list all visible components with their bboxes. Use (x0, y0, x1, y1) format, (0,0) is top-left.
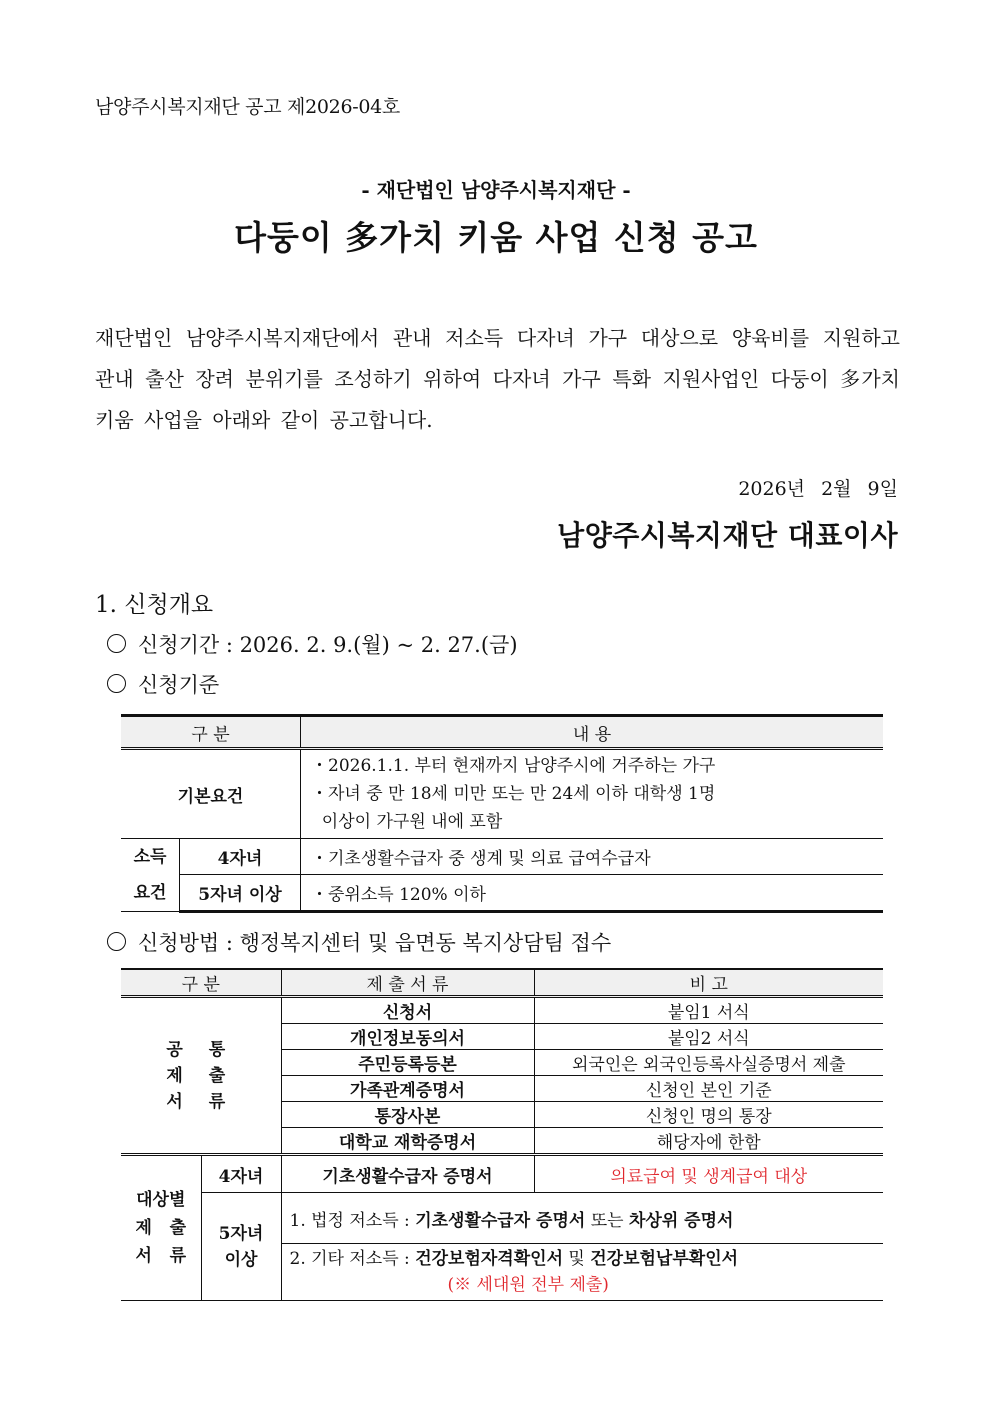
criteria-table (121, 714, 883, 913)
circle-bullet-icon (107, 634, 126, 653)
column-header: 구 분 (121, 969, 281, 997)
label-line: 이상 (224, 1249, 258, 1270)
document-note-highlight: 의료급여 및 생계급여 대상 (534, 1155, 883, 1193)
page-title: 다둥이 多가치 키움 사업 신청 공고 (234, 218, 758, 257)
item-connector: 및 (563, 1249, 591, 1269)
basic-requirement-label: 기본요건 (121, 749, 301, 839)
signer: 남양주시복지재단 대표이사 (557, 519, 898, 552)
column-header: 비 고 (534, 969, 883, 997)
five-children-label (201, 1193, 281, 1301)
document-name: 개인정보동의서 (281, 1024, 534, 1050)
document-name: 통장사본 (281, 1102, 534, 1128)
document-name: 기초생활수급자 증명서 (281, 1155, 534, 1193)
bullet-application-method (107, 927, 611, 957)
item-prefix: 2. 기타 저소득 : (289, 1249, 416, 1269)
requirement-line: ・자녀 중 만 18세 미만 또는 만 24세 이하 대학생 1명 (311, 784, 716, 804)
item-connector: 또는 (585, 1210, 629, 1231)
table-row (121, 1193, 883, 1244)
common-documents-label (121, 997, 281, 1155)
table-row (121, 874, 883, 911)
table-row (121, 997, 883, 1024)
bullet-application-period (107, 629, 518, 659)
document-name: 가족관계증명서 (281, 1076, 534, 1102)
section-heading-overview: 1. 신청개요 (95, 592, 214, 618)
document-note: 붙임2 서식 (534, 1024, 883, 1050)
label-line: 제 출 (166, 1065, 236, 1086)
table-row (121, 749, 883, 839)
low-income-statutory-docs (281, 1193, 883, 1244)
item-prefix: 1. 법정 저소득 : (289, 1210, 416, 1231)
table-row (121, 1155, 883, 1193)
basic-requirement-content (301, 749, 884, 839)
income-sub-label: 4자녀 (180, 839, 301, 875)
label-line: 제 출 (135, 1218, 187, 1238)
income-content: ・중위소득 120% 이하 (301, 874, 884, 911)
item-document: 기초생활수급자 증명서 (415, 1210, 586, 1231)
application-criteria-text: 신청기준 (138, 673, 220, 697)
label-line: 5자녀 (218, 1223, 264, 1244)
income-content: ・기초생활수급자 중 생계 및 의료 급여수급자 (301, 839, 884, 875)
requirement-line: ・2026.1.1. 부터 현재까지 남양주시에 거주하는 가구 (311, 756, 716, 776)
announcement-date: 2026년 2월 9일 (738, 478, 898, 500)
document-name: 신청서 (281, 997, 534, 1024)
low-income-other-docs (281, 1244, 883, 1301)
table-header-row (121, 716, 883, 749)
document-note: 외국인은 외국인등록사실증명서 제출 (534, 1050, 883, 1076)
document-name: 대학교 재학증명서 (281, 1128, 534, 1155)
target-documents-label (121, 1155, 201, 1301)
income-sub-label: 5자녀 이상 (180, 874, 301, 911)
application-period-text: 신청기간 : 2026. 2. 9.(월) ~ 2. 27.(금) (138, 633, 518, 657)
label-line: 소득 (133, 847, 167, 867)
item-document: 건강보험자격확인서 (415, 1249, 563, 1269)
label-line: 요건 (133, 883, 167, 903)
requirement-line: 이상이 가구원 내에 포함 (311, 812, 503, 832)
document-note: 붙임1 서식 (534, 997, 883, 1024)
income-requirement-label (121, 839, 180, 912)
item-document: 차상위 증명서 (628, 1210, 734, 1231)
label-line: 서 류 (135, 1246, 187, 1266)
table-header-row (121, 969, 883, 997)
application-method-text: 신청방법 : 행정복지센터 및 읍면동 복지상담팀 접수 (138, 931, 612, 955)
label-line: 대상별 (136, 1190, 186, 1210)
document-note: 신청인 명의 통장 (534, 1102, 883, 1128)
item-document: 건강보험납부확인서 (590, 1249, 739, 1269)
four-children-label: 4자녀 (201, 1155, 281, 1193)
intro-paragraph: 재단법인 남양주시복지재단에서 관내 저소득 다자녀 가구 대상으로 양육비를 지원하고 관내 출산 장려 분위기를 조성하기 위하여 다자녀 가구 특화 지원사업인 다둥이 多가치 키움 사업을 아래와 같이 공고합니다. (95, 326, 900, 432)
organization-subtitle: - 재단법인 남양주시복지재단 - (361, 178, 631, 202)
document-note: 해당자에 한함 (534, 1128, 883, 1155)
circle-bullet-icon (107, 932, 126, 951)
table-row (121, 839, 883, 875)
column-header: 제 출 서 류 (281, 969, 534, 997)
household-note: (※ 세대원 전부 제출) (447, 1275, 609, 1295)
announcement-number: 남양주시복지재단 공고 제2026-04호 (95, 96, 400, 118)
label-line: 공 통 (166, 1039, 236, 1060)
documents-table (121, 968, 883, 1301)
bullet-application-criteria (107, 669, 219, 699)
label-line: 서 류 (166, 1091, 236, 1112)
document-name: 주민등록등본 (281, 1050, 534, 1076)
circle-bullet-icon (107, 674, 126, 693)
column-header: 내 용 (301, 716, 884, 749)
document-note: 신청인 본인 기준 (534, 1076, 883, 1102)
column-header: 구 분 (121, 716, 301, 749)
